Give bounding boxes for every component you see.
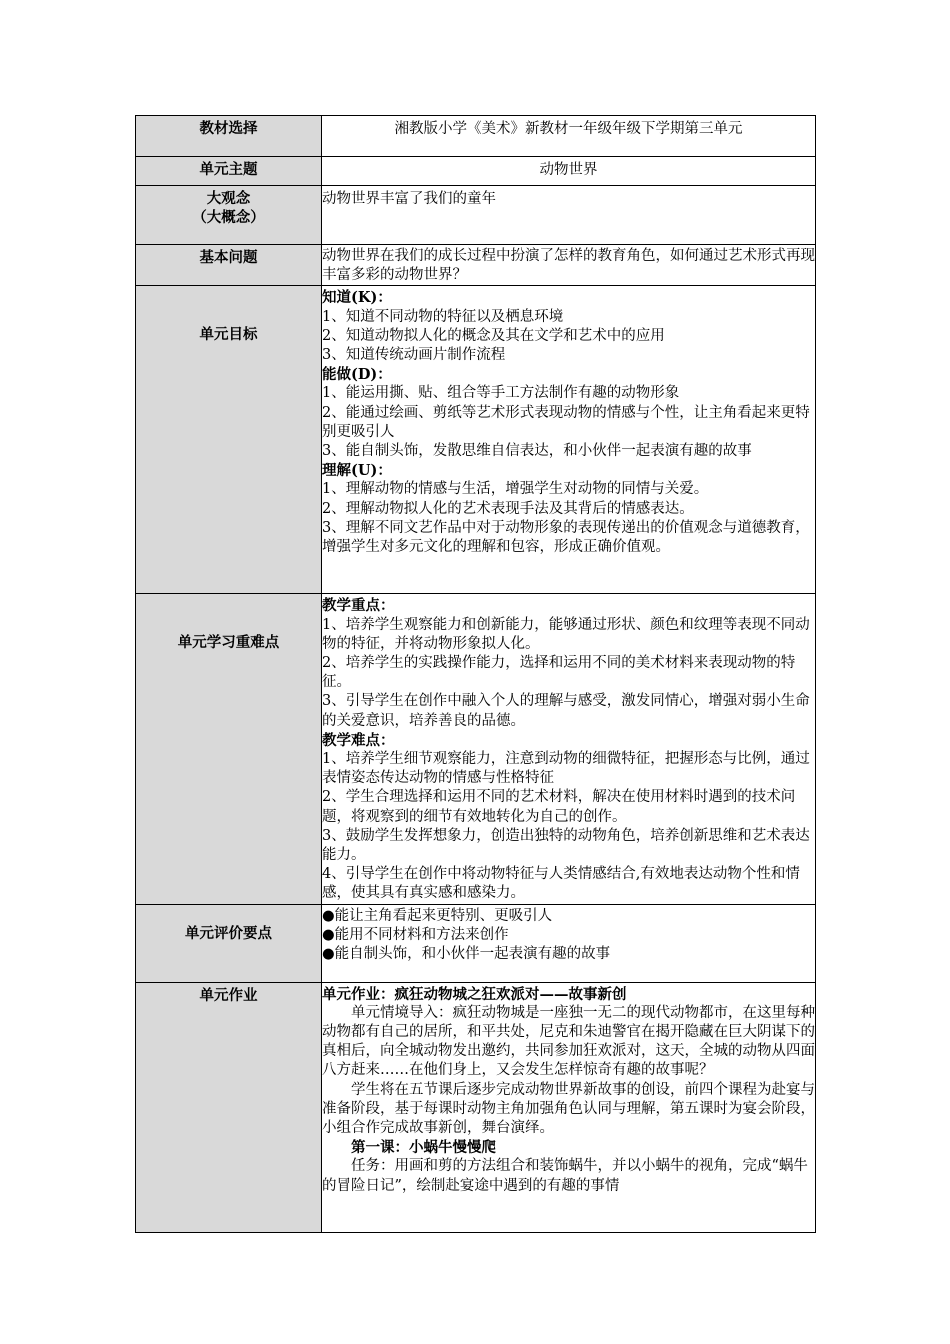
do-item: 1、能运用撕、贴、组合等手工方法制作有趣的动物形象 (322, 385, 680, 402)
understand-item: 3、理解不同文艺作品中对于动物形象的表现传递出的价值观念与道德教育，增强学生对多元文化的理解和包容，形成正确价值观。 (322, 519, 810, 556)
label-line2: （大概念） (192, 210, 265, 226)
label-text: 单元学习重难点 (177, 635, 280, 652)
value-theme (322, 157, 816, 186)
value-big-idea (322, 186, 816, 245)
value-evaluation (322, 904, 816, 982)
focus-item: 2、培养学生的实践操作能力，选择和运用不同的美术材料来表现动物的特征。 (322, 655, 796, 691)
do-item: 3、能自制头饰，发散思维自信表达，和小伙伴一起表演有趣的故事 (322, 443, 752, 460)
label-goals (136, 286, 322, 594)
label-text: 单元主题 (199, 162, 258, 178)
difficulty-item: 4、引导学生在创作中将动物特征与人类情感结合,有效地表达动物个性和情感，使其具有真实感和感染力。 (322, 866, 800, 902)
difficulty-title: 教学难点： (322, 731, 395, 749)
value-key-points (322, 594, 816, 904)
homework-intro: 单元情境导入：疯狂动物城是一座独一无二的现代动物都市，在这里每种动物都有自己的居所，和平共处，尼克和朱迪警官在揭开隐藏在巨大阴谋下的真相后，向全城动物发出邀约，共同参加狂欢派对，这天，全城的动物从四面八方赶来……在他们身上，又会发生怎样惊奇有趣的故事呢？ (322, 1004, 815, 1079)
label-evaluation (136, 904, 322, 982)
homework-title: 单元作业：疯狂动物城之狂欢派对——故事新创 (322, 985, 627, 1003)
row-key-points (136, 594, 816, 904)
row-goals (136, 286, 816, 594)
row-theme (136, 157, 816, 186)
row-evaluation (136, 904, 816, 982)
label-key-points (136, 594, 322, 904)
understand-title: 理解(U)： (322, 462, 392, 480)
label-text: 基本问题 (199, 250, 258, 266)
value-text: 动物世界在我们的成长过程中扮演了怎样的教育角色，如何通过艺术形式再现丰富多彩的动物世界？ (322, 248, 815, 284)
know-item: 3、知道传统动画片制作流程 (322, 347, 506, 364)
understand-item: 2、理解动物拟人化的艺术表现手法及其背后的情感表达。 (322, 500, 694, 517)
row-big-idea (136, 186, 816, 245)
label-line1: 大观念 (206, 191, 251, 207)
know-item: 1、知道不同动物的特征以及栖息环境 (322, 308, 564, 325)
do-item: 2、能通过绘画、剪纸等艺术形式表现动物的情感与个性，让主角看起来更特别更吸引人 (322, 404, 810, 440)
difficulty-item: 1、培养学生细节观察能力，注意到动物的细微特征，把握形态与比例，通过表情姿态传达动物的情感与性格特征 (322, 751, 810, 787)
evaluation-item: ●能用不同材料和方法来创作 (322, 926, 509, 943)
do-title: 能做(D)： (322, 366, 392, 384)
focus-item: 3、引导学生在创作中融入个人的理解与感受，激发同情心，增强对弱小生命的关爱意识，培养善良的品德。 (322, 693, 810, 729)
evaluation-item: ●能自制头饰，和小伙伴一起表演有趣的故事 (322, 946, 611, 963)
label-theme (136, 157, 322, 186)
lesson1-title: 第一课：小蜗牛慢慢爬 (351, 1139, 496, 1157)
homework-plan: 学生将在五节课后逐步完成动物世界新故事的创设，前四个课程为赴宴与准备阶段，基于每课时动物主角加强角色认同与理解，第五课时为宴会阶段，小组合作完成故事新创，舞台演绎。 (322, 1081, 815, 1137)
label-question (136, 245, 322, 286)
label-material (136, 116, 322, 157)
value-goals (322, 286, 816, 594)
value-homework (322, 982, 816, 1232)
label-big-idea (136, 186, 322, 245)
value-text: 动物世界 (539, 162, 598, 178)
focus-item: 1、培养学生观察能力和创新能力，能够通过形状、颜色和纹理等表现不同动物的特征，并将动物形象拟人化。 (322, 616, 810, 652)
know-item: 2、知道动物拟人化的概念及其在文学和艺术中的应用 (322, 327, 665, 344)
value-material (322, 116, 816, 157)
label-text: 单元目标 (199, 327, 258, 344)
value-text: 动物世界丰富了我们的童年 (322, 191, 496, 207)
label-text: 单元评价要点 (185, 925, 272, 942)
row-homework (136, 982, 816, 1232)
value-text: 湘教版小学《美术》新教材一年级年级下学期第三单元 (394, 121, 743, 137)
row-material (136, 116, 816, 157)
value-question (322, 245, 816, 286)
know-title: 知道(K)： (322, 289, 392, 307)
unit-plan-table (135, 115, 816, 1233)
understand-item: 1、理解动物的情感与生活，增强学生对动物的同情与关爱。 (322, 481, 709, 498)
difficulty-item: 3、鼓励学生发挥想象力，创造出独特的动物角色，培养创新思维和艺术表达能力。 (322, 827, 810, 864)
label-text: 单元作业 (199, 987, 258, 1004)
evaluation-item: ●能让主角看起来更特别、更吸引人 (322, 907, 553, 924)
label-text: 教材选择 (199, 121, 258, 137)
label-homework (136, 982, 322, 1232)
lesson1-task: 任务：用画和剪的方法组合和装饰蜗牛，并以小蜗牛的视角，完成“蜗牛的冒险日记”，绘制赴宴途中遇到的有趣的事情 (322, 1158, 808, 1194)
focus-title: 教学重点： (322, 597, 395, 615)
row-question (136, 245, 816, 286)
difficulty-item: 2、学生合理选择和运用不同的艺术材料，解决在使用材料时遇到的技术问题，将观察到的细节有效地转化为自己的创作。 (322, 789, 796, 825)
